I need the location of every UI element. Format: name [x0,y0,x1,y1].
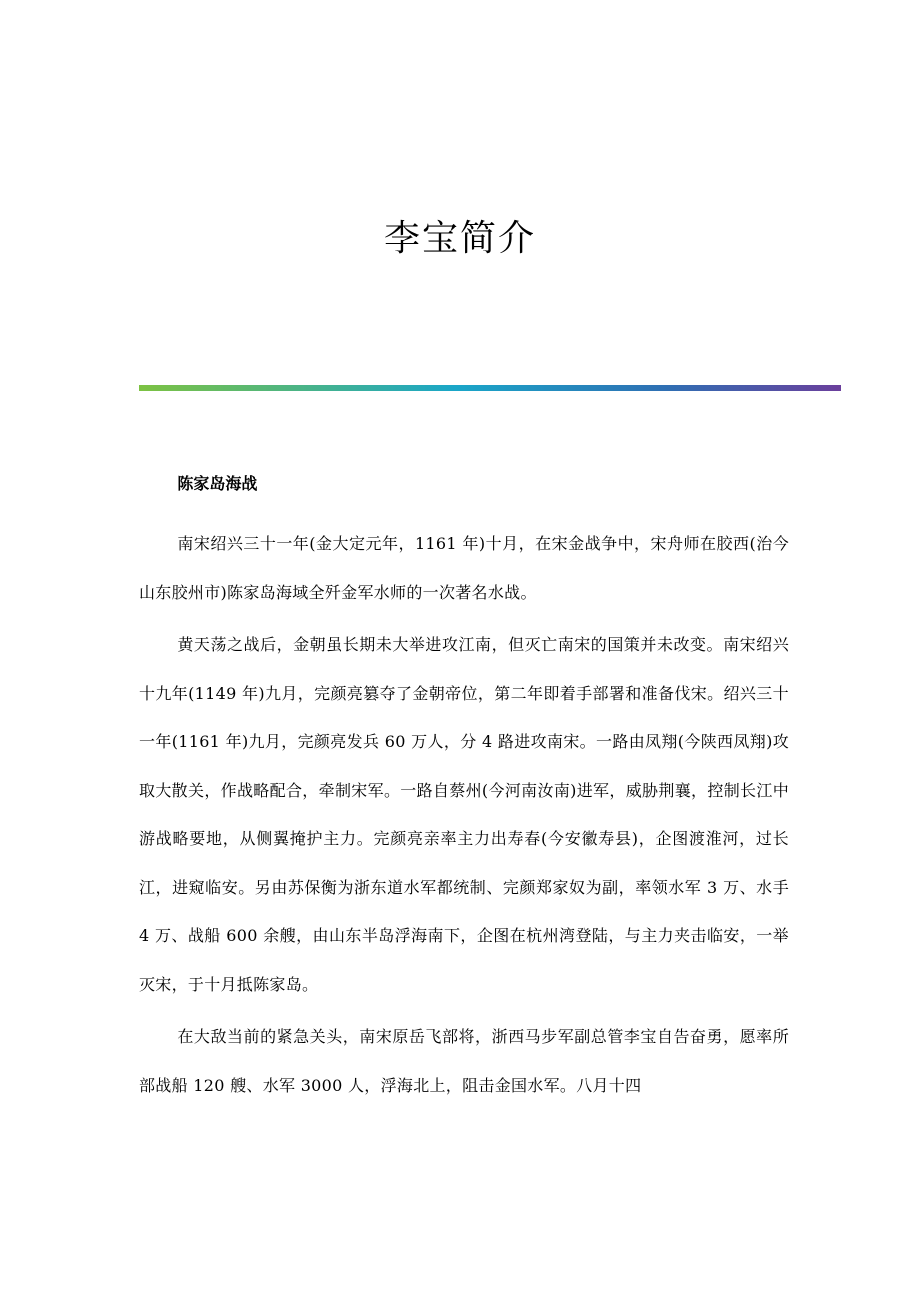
paragraph: 南宋绍兴三十一年(金大定元年，1161 年)十月，在宋金战争中，宋舟师在胶西(治今山东胶州市)陈家岛海域全歼金军水师的一次著名水战。 [139,534,789,602]
paragraph: 黄天荡之战后，金朝虽长期未大举进攻江南，但灭亡南宋的国策并未改变。南宋绍兴十九年(1149 年)九月，完颜亮篡夺了金朝帝位，第二年即着手部署和准备伐宋。绍兴三十一年(1161 年)九月，完颜亮发兵 60 万人，分 4 路进攻南宋。一路由凤翔(今陕西凤翔)攻取大散关，作战略配合，牵制宋军。一路自蔡州(今河南汝南)进军，威胁荆襄，控制长江中游战略要地，从侧翼掩护主力。完颜亮亲率主力出寿春(今安徽寿县)，企图渡淮河，过长江，进窥临安。另由苏保衡为浙东道水军都统制、完颜郑家奴为副，率领水军 3 万、水手 4 万、战船 600 余艘，由山东半岛浮海南下，企图在杭州湾登陆，与主力夹击临安，一举灭宋，于十月抵陈家岛。 [139,635,789,994]
document-title: 李宝简介 [383,218,536,259]
title-divider [139,385,841,391]
section-heading: 陈家岛海战 [177,474,258,493]
document-body [139,466,789,1114]
paragraph: 在大敌当前的紧急关头，南宋原岳飞部将，浙西马步军副总管李宝自告奋勇，愿率所部战船 120 艘、水军 3000 人，浮海北上，阻击金国水军。八月十四 [139,1027,789,1095]
